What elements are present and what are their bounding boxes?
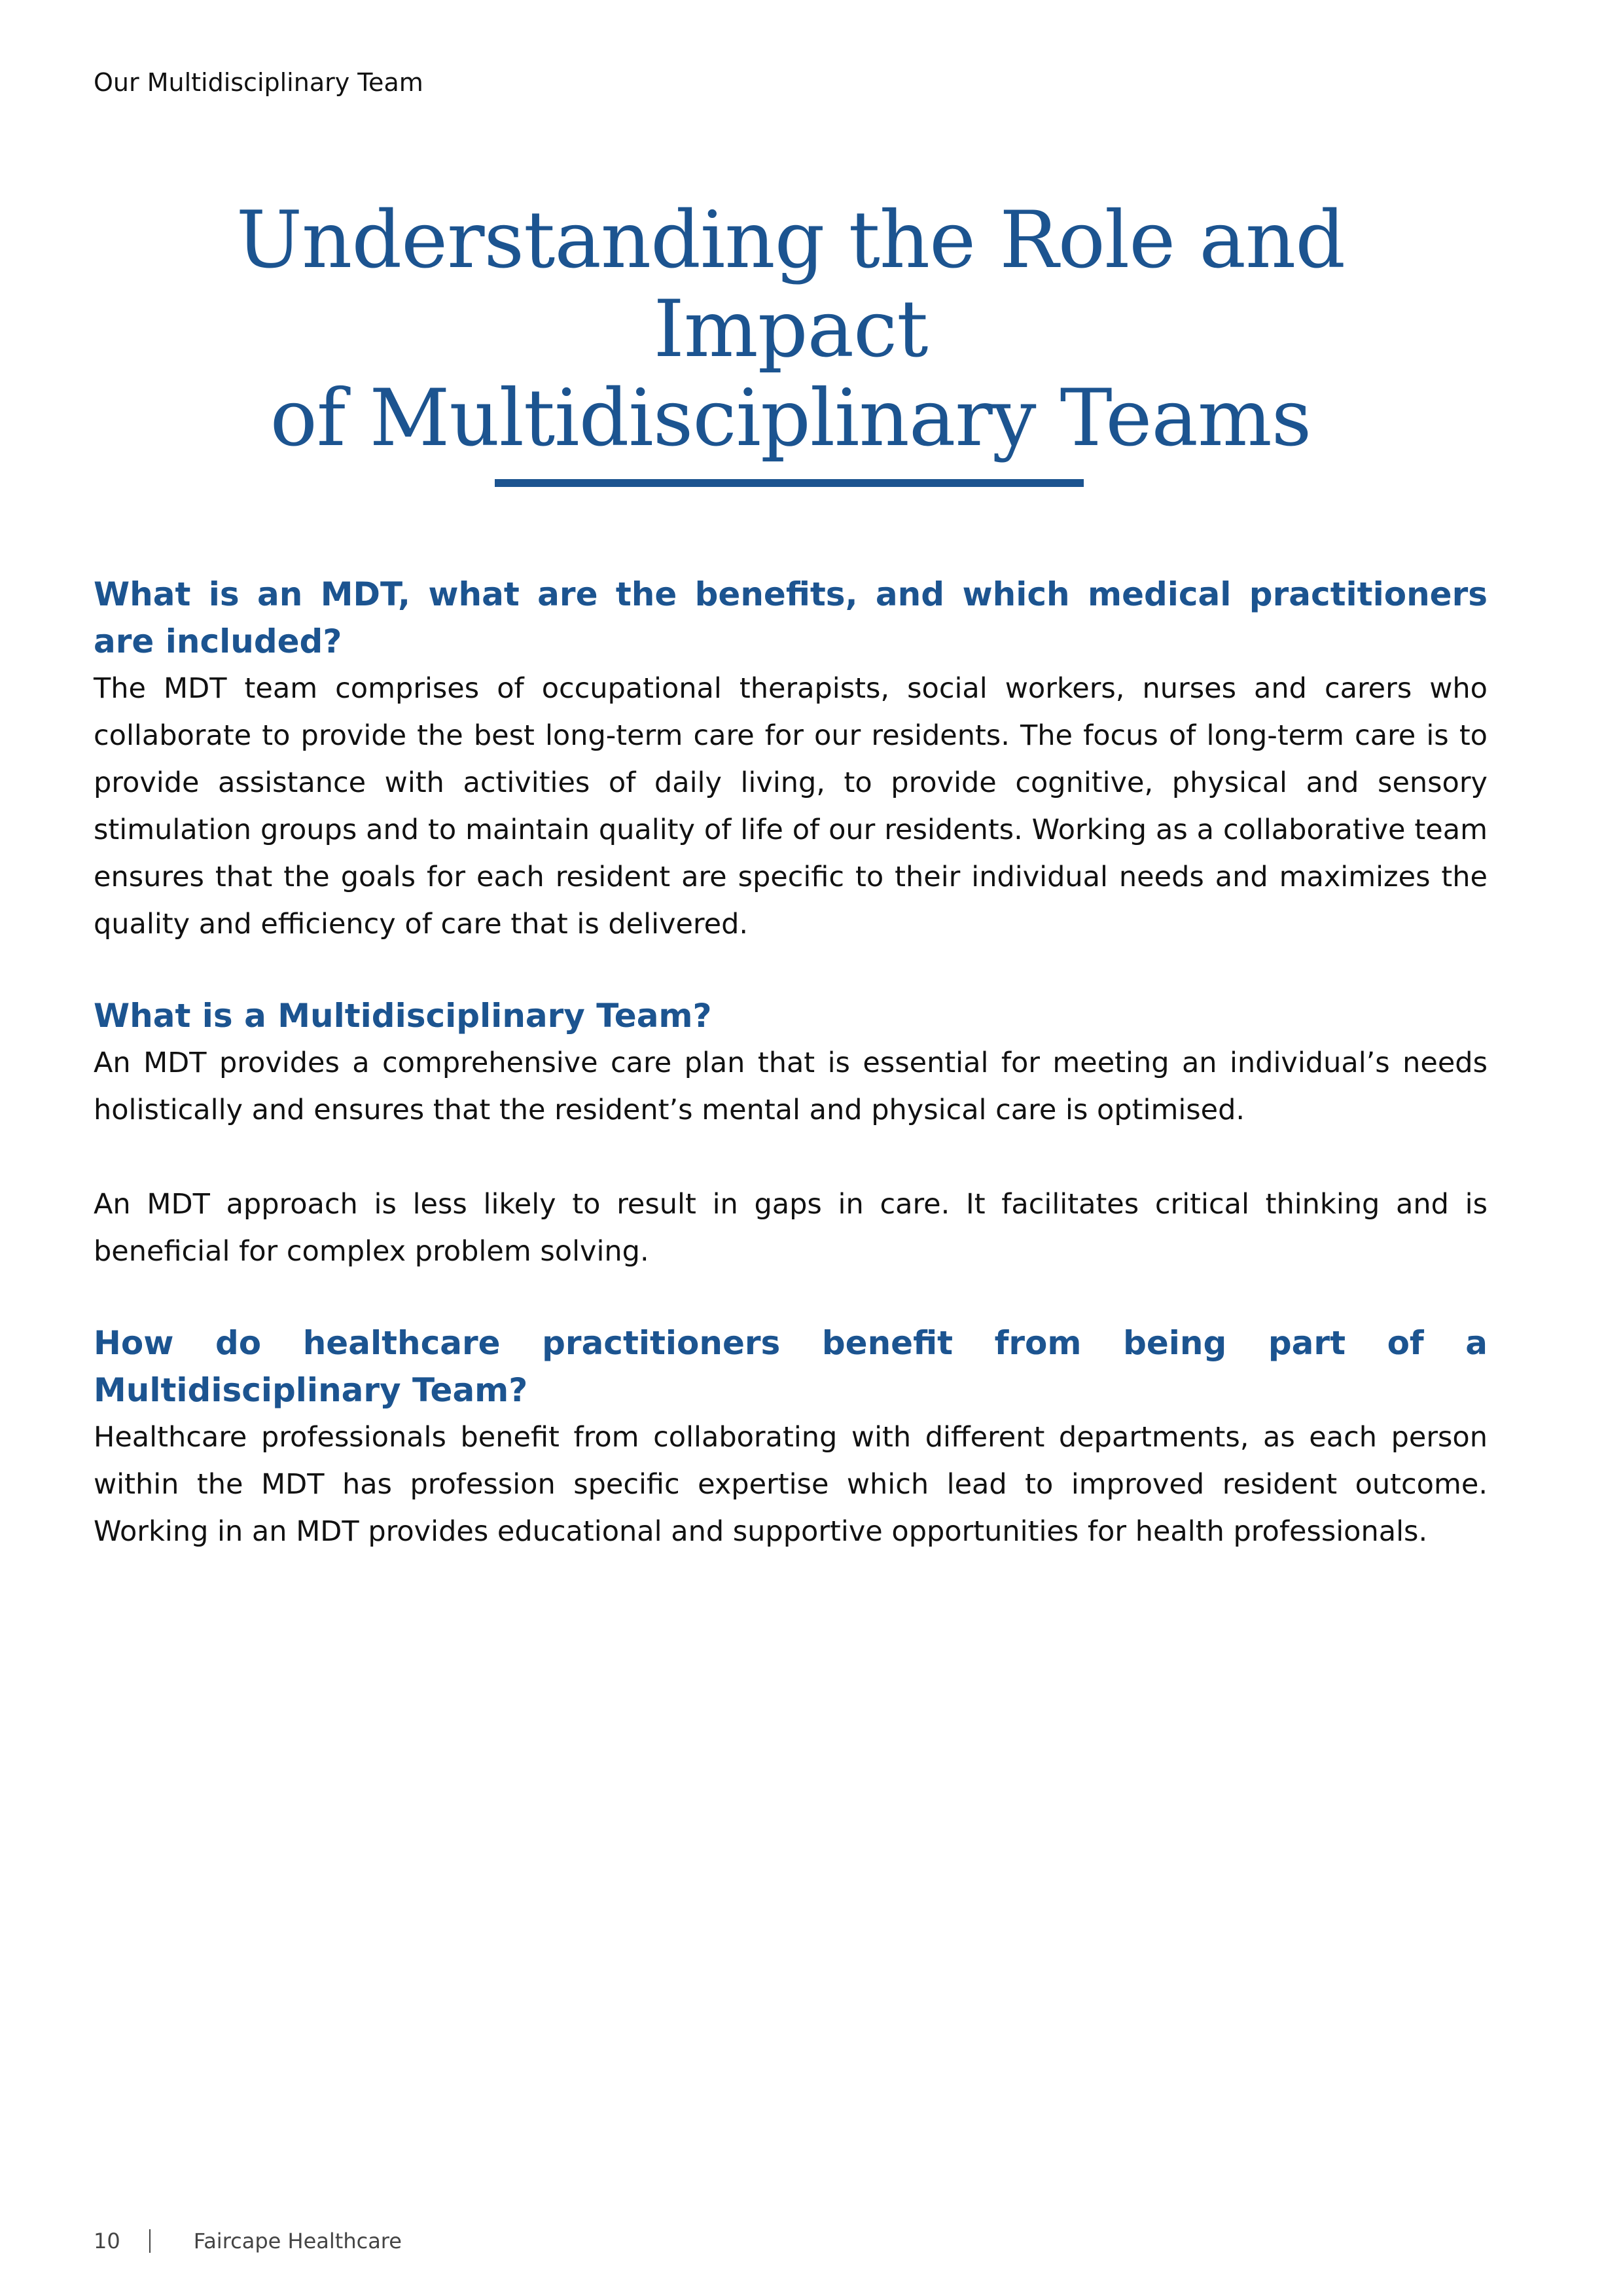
section-what-is-mdt [94, 992, 1488, 1275]
paragraph-spacer [94, 1134, 1488, 1181]
main-content [94, 571, 1488, 1555]
section-heading: How do healthcare practitioners benefit from being part of a Multidisciplinary Team? [94, 1324, 1488, 1409]
section-practitioner-benefits [94, 1319, 1488, 1555]
section-heading: What is a Multidisciplinary Team? [94, 997, 712, 1035]
section-paragraph: Healthcare professionals benefit from collaborating with different departments, as each person within the MDT has profession specific expertise which lead to improved resident outcome. Working in an MDT provides educational and supportive opportunities for health professionals. [94, 1421, 1488, 1548]
title-underline-rule [495, 479, 1084, 487]
page-number: 10 [94, 2229, 120, 2253]
section-heading: What is an MDT, what are the benefits, and which medical practitioners are included? [94, 575, 1488, 660]
footer-organisation: Faircape Healthcare [193, 2229, 402, 2253]
section-spacer [94, 948, 1488, 992]
page-title-line-2: of Multidisciplinary Teams [270, 373, 1311, 464]
page-title-line-1: Understanding the Role and Impact [236, 195, 1346, 375]
running-header: Our Multidisciplinary Team [94, 68, 423, 97]
footer-separator [149, 2229, 151, 2253]
section-spacer [94, 1275, 1488, 1319]
section-mdt-overview [94, 571, 1488, 948]
page-footer [94, 2227, 402, 2255]
section-paragraph: An MDT provides a comprehensive care plan that is essential for meeting an individual’s needs holistically and ensures that the resident’s mental and physical care is optimised. [94, 1047, 1488, 1126]
section-paragraph: An MDT approach is less likely to result in gaps in care. It facilitates critical thinking and is beneficial for complex problem solving. [94, 1188, 1488, 1268]
page-title [94, 196, 1488, 463]
section-paragraph: The MDT team comprises of occupational therapists, social workers, nurses and carers who collaborate to provide the best long-term care for our residents. The focus of long-term care is to provide assistance with activities of daily living, to provide cognitive, physical and sensory stimulation groups and to maintain quality of life of our residents. Working as a collaborative team ensures that the goals for each resident are specific to their individual needs and maximizes the quality and efficiency of care that is delivered. [94, 672, 1488, 941]
